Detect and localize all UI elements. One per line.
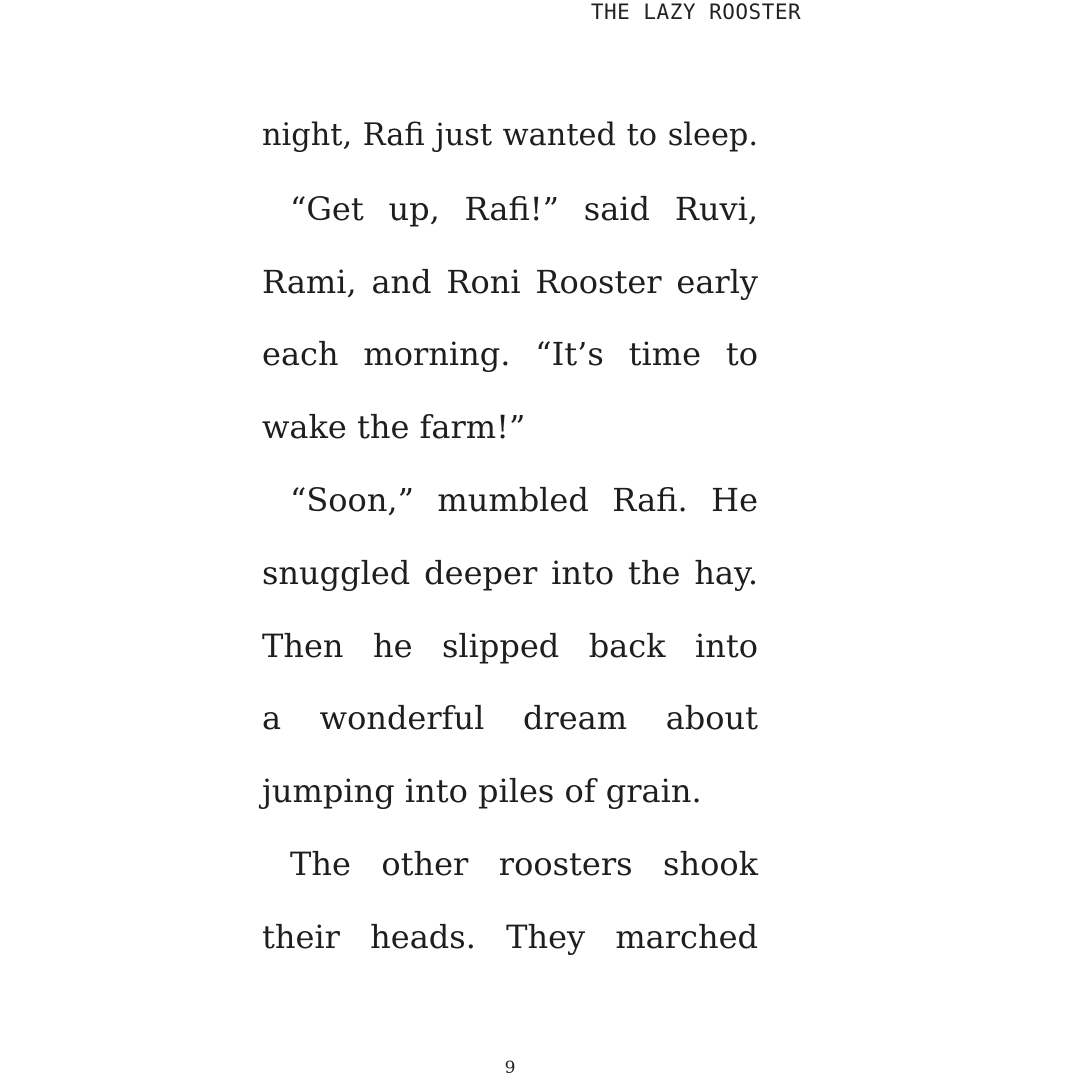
text-line: “Get up, Rafi!” said Ruvi, (290, 189, 758, 228)
text-line: each morning. “It’s time to (262, 335, 758, 374)
text-line: jumping into piles of grain. (262, 772, 702, 811)
text-line: a wonderful dream about (262, 699, 758, 738)
page-number: 9 (504, 1058, 516, 1078)
text-line: snuggled deeper into the hay. (262, 553, 758, 592)
running-head-title: THE LAZY ROOSTER (590, 0, 802, 24)
text-line: night, Rafi just wanted to sleep. (262, 118, 758, 153)
text-line: The other roosters shook (290, 844, 758, 883)
text-line: “Soon,” mumbled Rafi. He (290, 480, 758, 519)
text-line: their heads. They marched (262, 917, 758, 956)
text-line: Rami, and Roni Rooster early (262, 262, 758, 301)
body-text (262, 100, 758, 974)
text-line: Then he slipped back into (262, 626, 758, 665)
text-line: wake the farm!” (262, 408, 526, 447)
